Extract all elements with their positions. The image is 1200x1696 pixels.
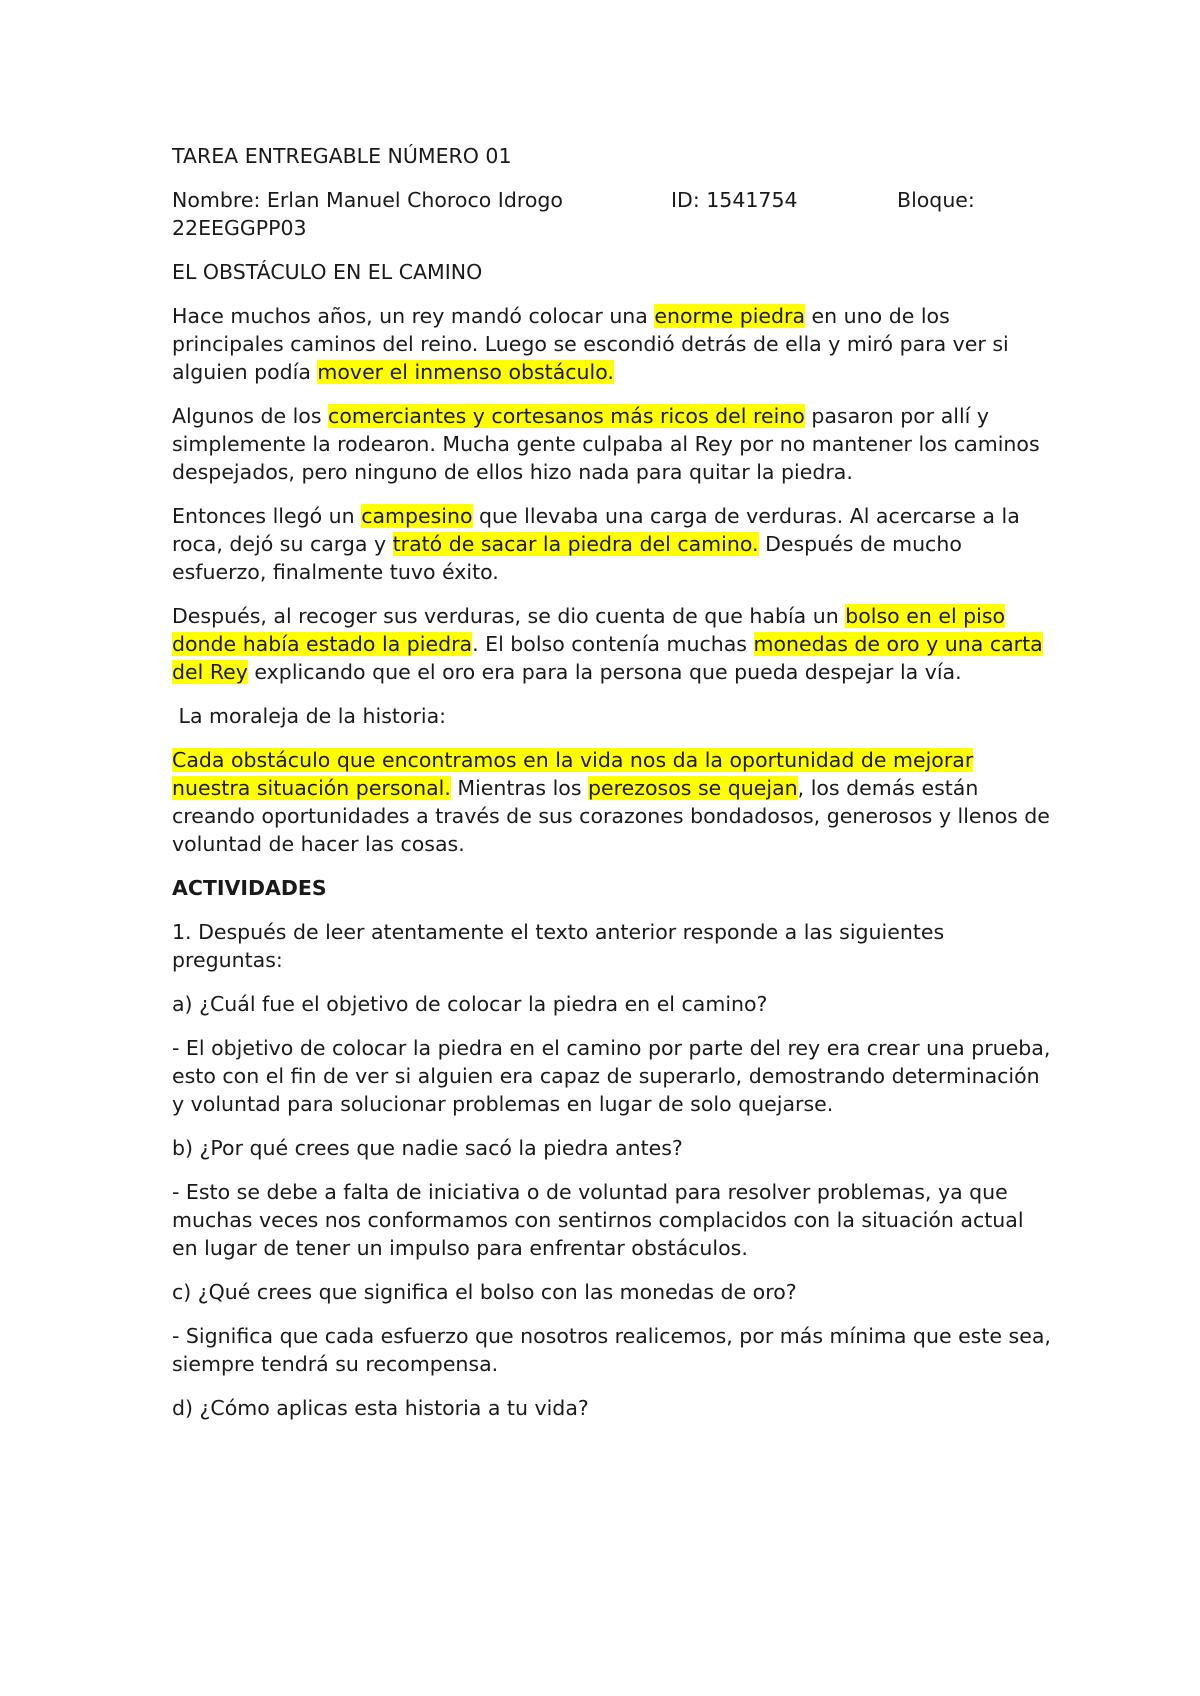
- highlight: mover el inmenso obstáculo.: [317, 360, 614, 384]
- highlight: campesino: [361, 504, 473, 528]
- highlight: perezosos se quejan: [588, 776, 798, 800]
- activities-instruction: 1. Después de leer atentamente el texto anterior responde a las siguientes preguntas:: [172, 920, 945, 972]
- story-paragraph-1: Hace muchos años, un rey mandó colocar una enorme piedra en uno de los principales caminos del reino. Luego se escondió detrás de ella y miró para ver si alguien podía mover el inmenso obstáculo.: [172, 304, 1009, 384]
- story-title: EL OBSTÁCULO EN EL CAMINO: [172, 260, 483, 284]
- question-b: b) ¿Por qué crees que nadie sacó la piedra antes?: [172, 1136, 683, 1160]
- story-paragraph-4: Después, al recoger sus verduras, se dio cuenta de que había un bolso en el piso donde había estado la piedra. El bolso contenía muchas monedas de oro y una carta del Rey explicando que el oro era para la persona que pueda despejar la vía.: [172, 604, 1043, 684]
- highlight: bolso en el piso donde había estado la piedra: [172, 604, 1006, 656]
- question-d: d) ¿Cómo aplicas esta historia a tu vida?: [172, 1396, 589, 1420]
- document-body: [172, 142, 1052, 1438]
- student-info: [172, 186, 1052, 242]
- activities-heading: ACTIVIDADES: [172, 876, 327, 900]
- highlight: trató de sacar la piedra del camino.: [392, 532, 759, 556]
- moral-paragraph: Cada obstáculo que encontramos en la vida nos da la oportunidad de mejorar nuestra situación personal. Mientras los perezosos se quejan, los demás están creando oportunidades a través de sus corazones bondadosos, generosos y llenos de voluntad de hacer las cosas.: [172, 748, 1050, 856]
- story-paragraph-2: Algunos de los comerciantes y cortesanos más ricos del reino pasaron por allí y simplemente la rodearon. Mucha gente culpaba al Rey por no mantener los caminos despejados, pero ninguno de ellos hizo nada para quitar la piedra.: [172, 404, 1040, 484]
- highlight: Cada obstáculo que encontramos en la vida nos da la oportunidad de mejorar nuestra situación personal.: [172, 748, 974, 800]
- highlight: enorme piedra: [654, 304, 806, 328]
- document-title: TAREA ENTREGABLE NÚMERO 01: [172, 144, 512, 168]
- question-a: a) ¿Cuál fue el objetivo de colocar la piedra en el camino?: [172, 992, 768, 1016]
- answer-b: - Esto se debe a falta de iniciativa o de voluntad para resolver problemas, ya que muchas veces nos conformamos con sentirnos complacidos con la situación actual en lugar de tener un impulso para enfrentar obstáculos.: [172, 1180, 1024, 1260]
- answer-a: - El objetivo de colocar la piedra en el camino por parte del rey era crear una prueba, esto con el fin de ver si alguien era capaz de superarlo, demostrando determinación y voluntad para solucionar problemas en lugar de solo quejarse.: [172, 1036, 1051, 1116]
- moral-label: La moraleja de la historia:: [172, 704, 447, 728]
- highlight: monedas de oro y una carta del Rey: [172, 632, 1043, 684]
- story-paragraph-3: Entonces llegó un campesino que llevaba una carga de verduras. Al acercarse a la roca, dejó su carga y trató de sacar la piedra del camino. Después de mucho esfuerzo, finalmente tuvo éxito.: [172, 504, 1020, 584]
- bloque-label: Bloque:: [897, 188, 975, 212]
- question-c: c) ¿Qué crees que significa el bolso con las monedas de oro?: [172, 1280, 797, 1304]
- bloque-code: 22EEGGPP03: [172, 216, 307, 240]
- student-id: ID: 1541754: [671, 188, 798, 212]
- answer-c: - Significa que cada esfuerzo que nosotros realicemos, por más mínima que este sea, siempre tendrá su recompensa.: [172, 1324, 1051, 1376]
- student-name: Nombre: Erlan Manuel Choroco Idrogo: [172, 188, 563, 212]
- highlight: comerciantes y cortesanos más ricos del reino: [328, 404, 805, 428]
